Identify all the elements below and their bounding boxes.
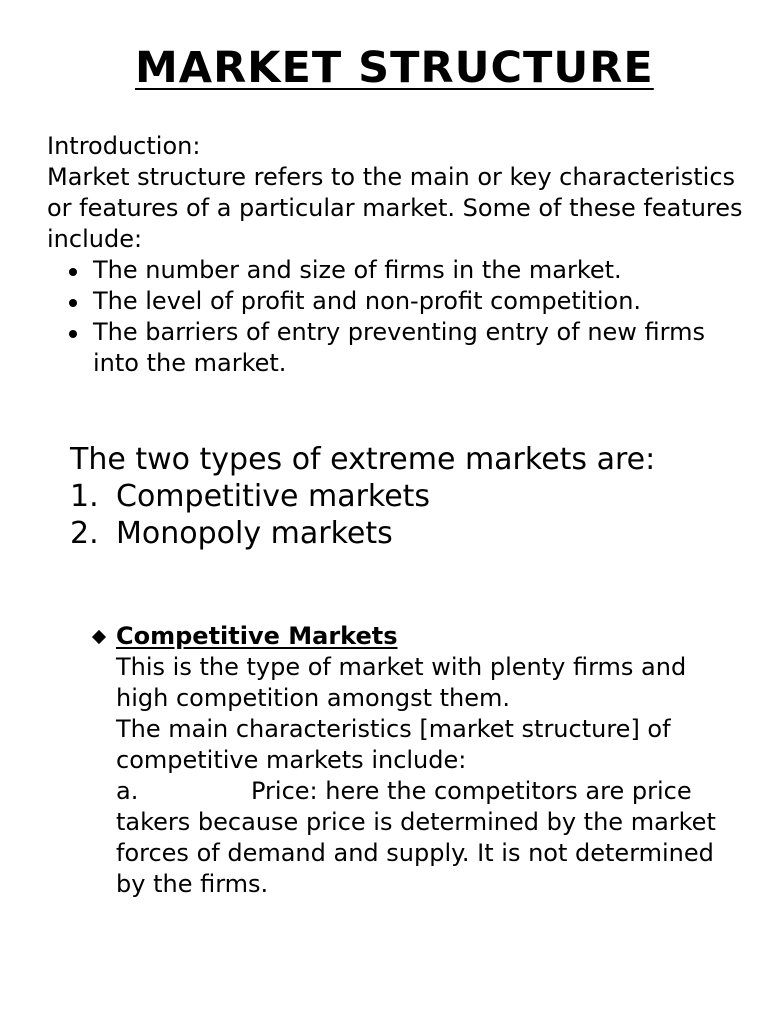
- competitive-markets-section: [92, 621, 732, 900]
- list-item: [70, 478, 730, 515]
- section-paragraph: This is the type of market with plenty firms and high competition amongst them.: [116, 653, 687, 712]
- characteristics-list: [116, 776, 732, 900]
- bullet-icon: [69, 330, 77, 338]
- market-types-lead: The two types of extreme markets are:: [70, 442, 656, 477]
- list-number: 2.: [70, 516, 99, 551]
- list-item: [70, 515, 730, 552]
- list-item: [116, 776, 732, 900]
- list-item-text: The level of profit and non-profit competition.: [93, 287, 642, 315]
- section-body: [116, 652, 732, 900]
- list-item-text: Price: here the competitors are price takers because price is determined by the market forces of demand and supply. It is not determined by the firms.: [116, 777, 716, 898]
- list-item: [47, 317, 747, 379]
- diamond-bullet-icon: [92, 630, 106, 644]
- bullet-icon: [69, 299, 77, 307]
- list-number: 1.: [70, 479, 99, 514]
- market-types-list: [70, 478, 730, 552]
- list-item-text: Monopoly markets: [116, 516, 393, 551]
- features-list: [47, 255, 747, 379]
- list-marker: a.: [116, 777, 139, 805]
- list-item-text: The number and size of firms in the market.: [93, 256, 622, 284]
- section-paragraph: The main characteristics [market structure] of competitive markets include:: [116, 715, 671, 774]
- section-heading: Competitive Markets: [116, 622, 398, 650]
- bullet-icon: [69, 268, 77, 276]
- list-item: [47, 286, 747, 317]
- introduction-paragraph: Market structure refers to the main or key characteristics or features of a particular market. Some of these features include:: [47, 163, 743, 253]
- document-title: MARKET STRUCTURE: [135, 43, 654, 93]
- list-item-text: The barriers of entry preventing entry of new firms into the market.: [93, 318, 705, 377]
- market-types-section: [70, 441, 730, 552]
- introduction-section: [47, 131, 747, 379]
- introduction-heading: Introduction:: [47, 132, 201, 160]
- list-item-text: Competitive markets: [116, 479, 431, 514]
- list-item: [47, 255, 747, 286]
